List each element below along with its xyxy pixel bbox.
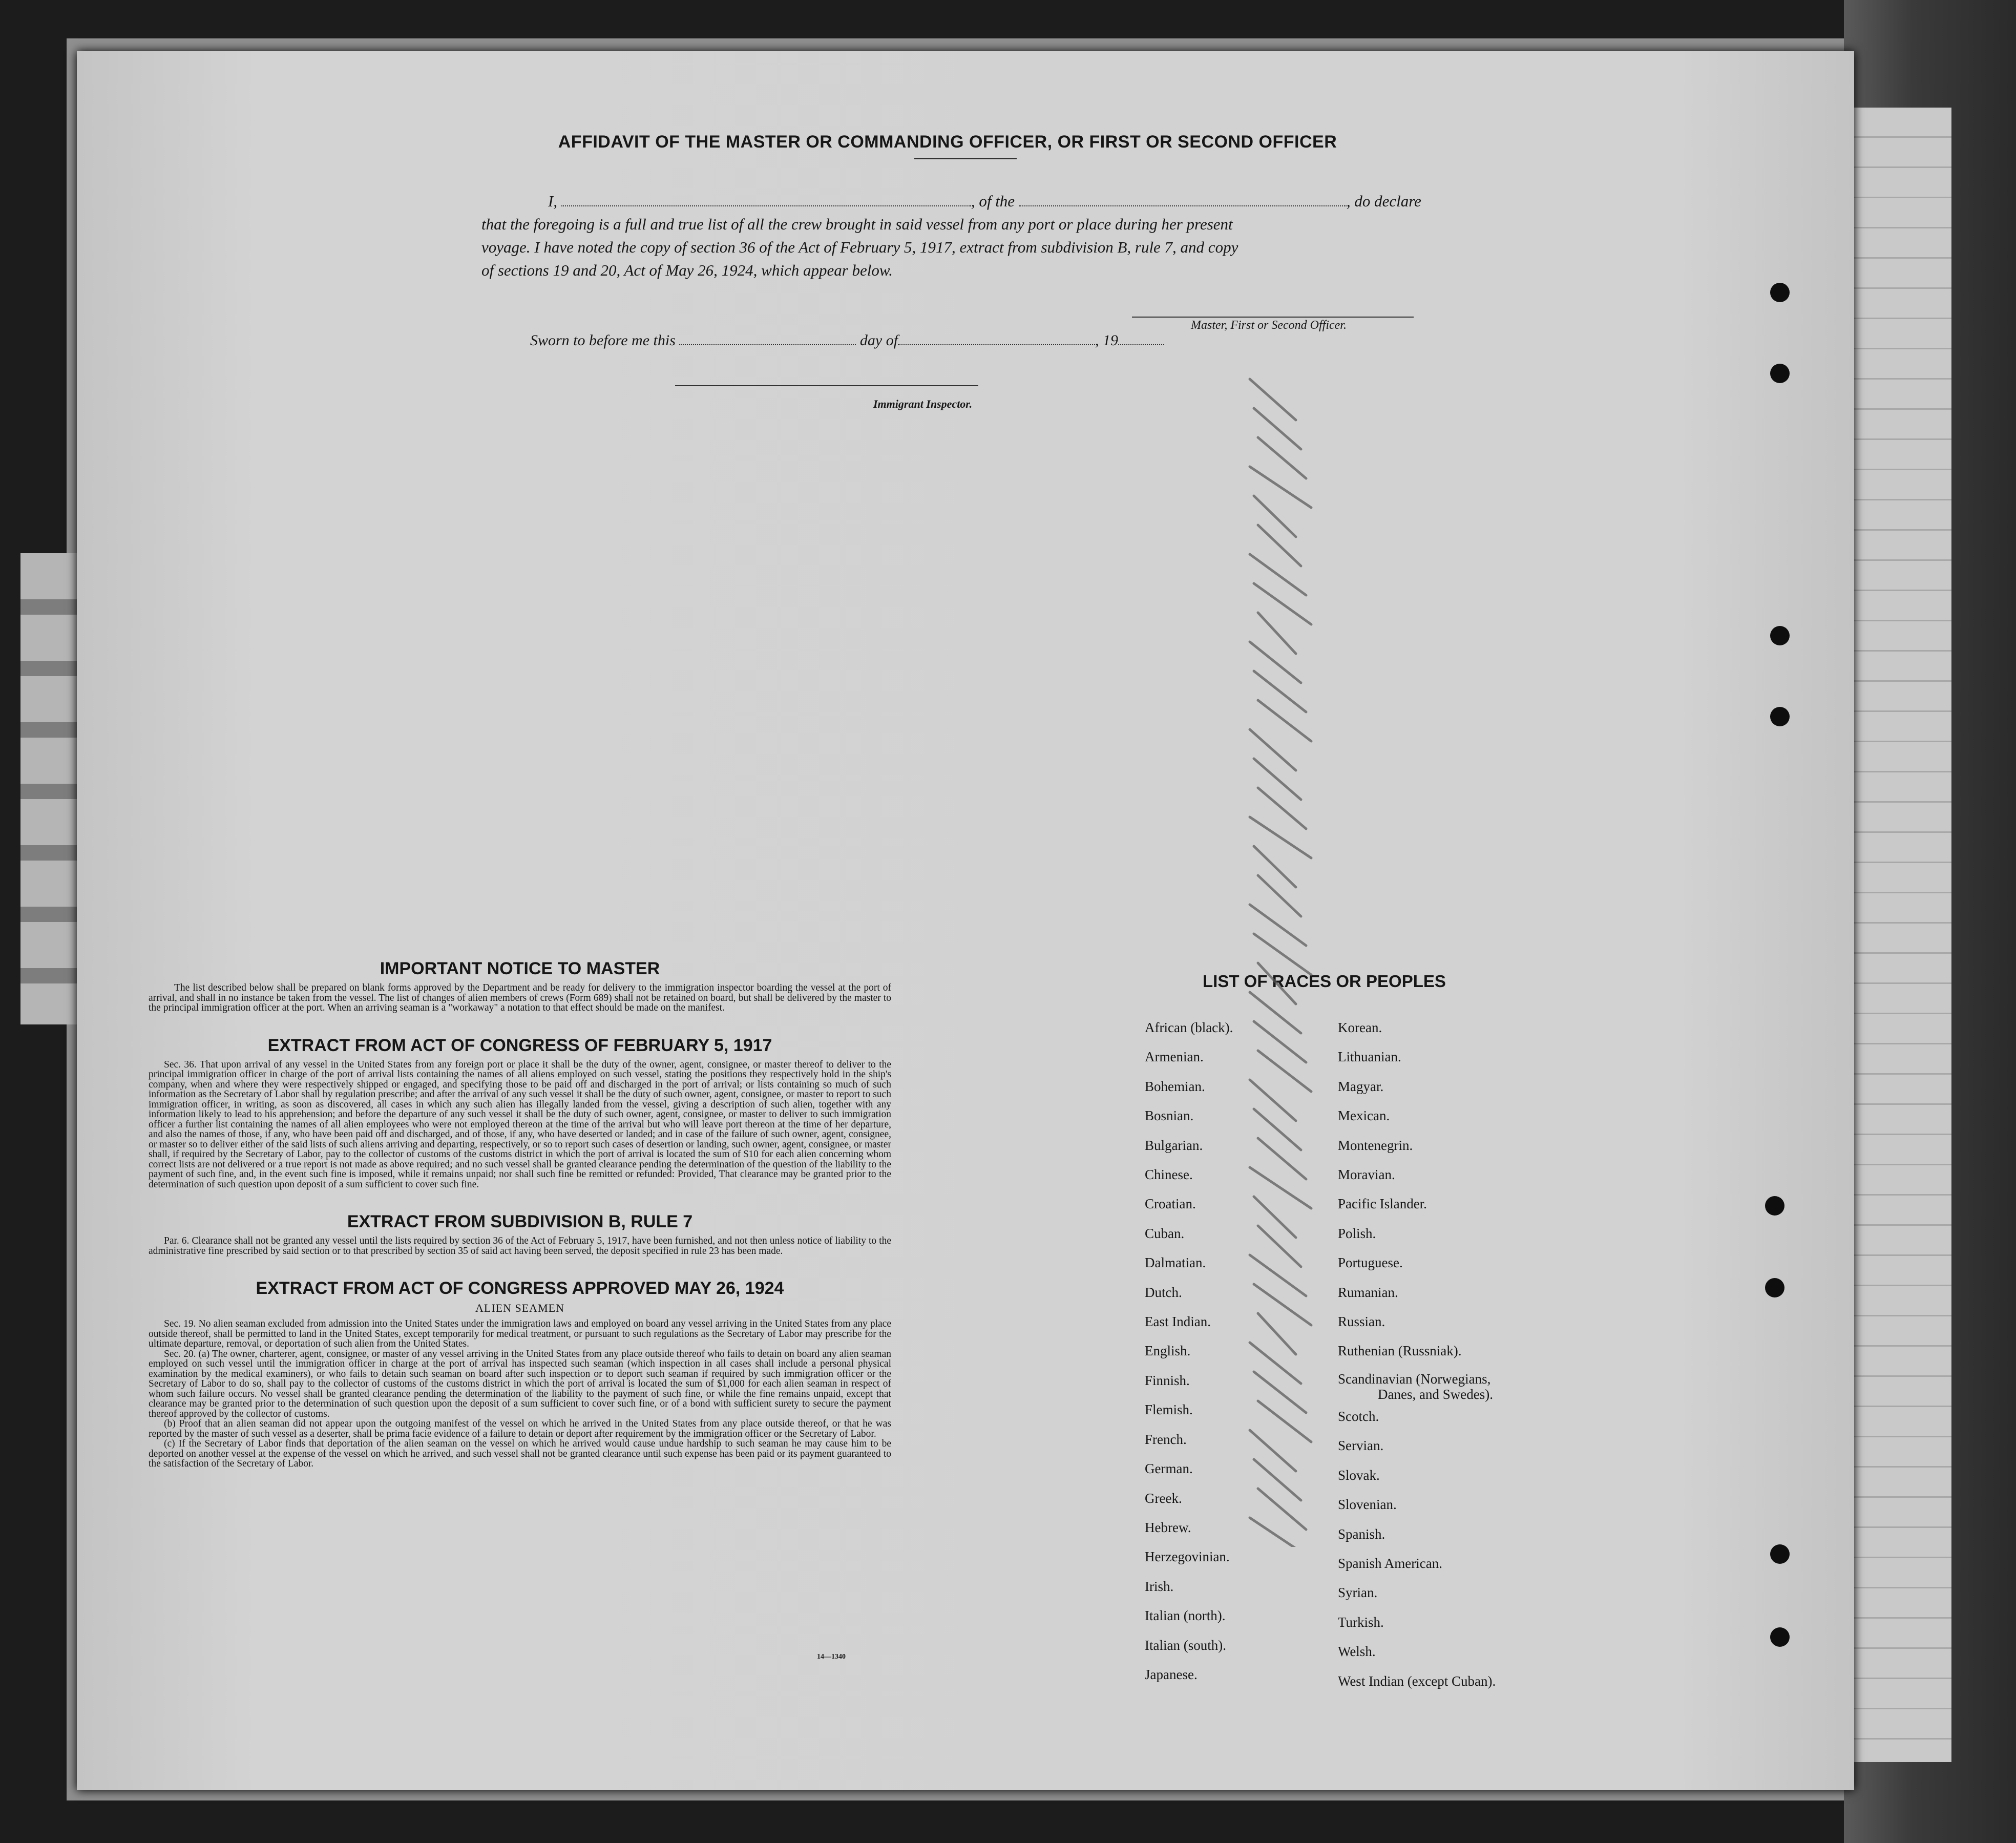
name-field[interactable] bbox=[561, 194, 971, 206]
race-item: Korean. bbox=[1338, 1020, 1382, 1035]
form-number: 14—1340 bbox=[817, 1653, 846, 1661]
punch-hole bbox=[1770, 626, 1790, 645]
race-item: Irish. bbox=[1145, 1578, 1174, 1594]
master-label: Master, First or Second Officer. bbox=[1191, 319, 1347, 332]
race-item: Polish. bbox=[1338, 1225, 1376, 1241]
tally-stroke bbox=[1258, 875, 1301, 916]
race-item: Japanese. bbox=[1145, 1666, 1198, 1682]
tally-stroke bbox=[1250, 1080, 1296, 1121]
tally-stroke bbox=[1250, 1430, 1296, 1471]
race-item: Bulgarian. bbox=[1145, 1137, 1203, 1153]
race-item: Rumanian. bbox=[1338, 1284, 1398, 1300]
tally-stroke bbox=[1258, 700, 1311, 741]
notice-title: IMPORTANT NOTICE TO MASTER bbox=[380, 959, 660, 978]
race-item: Cuban. bbox=[1145, 1225, 1185, 1241]
race-item: Scotch. bbox=[1338, 1408, 1379, 1424]
tally-stroke bbox=[1250, 554, 1306, 595]
race-item: Spanish. bbox=[1338, 1526, 1385, 1542]
race-item: Hebrew. bbox=[1145, 1519, 1191, 1535]
tally-stroke bbox=[1258, 1051, 1311, 1092]
affidavit-i: I, bbox=[548, 192, 558, 210]
tally-stroke bbox=[1250, 905, 1306, 946]
inspector-label: Immigrant Inspector. bbox=[873, 397, 973, 410]
sec20a-text: Sec. 20. (a) The owner, charterer, agent, consignee, or master of any vessel arriving in the United States from any place outside thereof who fails to detain on board any alien seaman employed on such vessel until the immigration officer in charge at the port of arrival has inspected such seaman (which inspection in all cases shall include a personal physical examination by the medical examiners), or who fails to detain such seaman on board after such inspection or to deport such seaman if required by such immigration officer or the Secretary of Labor to do so, shall pay to the collector of customs of the customs district in which the port of arrival is located the sum of $1,000 for each alien seaman in respect of whom such failure occurs. No vessel shall be granted clearance pending the determination of the liability to the payment of such fine, or while the fine remains unpaid, except that clearance may be granted prior to the determination of such question upon the deposit of a sum sufficient to cover such fine, or of a bond with sufficient surety to secure the payment thereof approved by the collector of customs. bbox=[149, 1348, 891, 1419]
race-item: East Indian. bbox=[1145, 1314, 1211, 1330]
race-item: Herzegovinian. bbox=[1145, 1549, 1230, 1565]
affidavit-line: that the foregoing is a full and true list of all the crew brought in said vessel from any port or place during her present bbox=[481, 215, 1233, 233]
race-item: Italian (north). bbox=[1145, 1608, 1226, 1624]
race-item: Spanish American. bbox=[1338, 1555, 1442, 1571]
sworn-day-field[interactable] bbox=[679, 333, 856, 345]
next-page-edge bbox=[1839, 108, 1951, 1762]
tally-stroke bbox=[1254, 1459, 1301, 1500]
race-item: Turkish. bbox=[1338, 1614, 1384, 1630]
tally-stroke bbox=[1258, 525, 1301, 566]
race-item: Portuguese. bbox=[1338, 1255, 1403, 1271]
document-page bbox=[77, 51, 1854, 1790]
tally-stroke bbox=[1258, 1401, 1311, 1442]
tally-stroke bbox=[1254, 671, 1306, 712]
tally-stroke bbox=[1258, 788, 1306, 829]
tally-stroke bbox=[1250, 642, 1301, 683]
sec19-text: Sec. 19. No alien seaman excluded from admission into the United States under the immigration laws and employed on board any vessel arriving in the United States from any place outside thereof, shall be permitted to land in the United States, except temporarily for medical treatment, or pursuant to such regulations as the Secretary of Labor may prescribe for the ultimate departure, removal, or deportation of such alien from the United States. bbox=[149, 1318, 891, 1349]
affidavit-declare: , do declare bbox=[1346, 192, 1421, 210]
affidavit-line: of sections 19 and 20, Act of May 26, 1924, which appear below. bbox=[481, 261, 893, 279]
races-column-2 bbox=[1338, 1013, 1496, 1696]
extract-1917-text: Sec. 36. That upon arrival of any vessel in the United States from any foreign port or place it shall be the duty of the owner, agent, consignee, or master thereof to deliver to the principal immigration officer in charge of the port of arrival lists containing the names of all aliens employed on such vessel, stating the positions they respectively hold in the ship's company, when and where they were respectively shipped or engaged, and specifying those to be paid off and discharged in the port of arrival; or lists containing so much of such information as the Secretary of Labor shall by regulation prescribe; and after the arrival of any such vessel it shall be the duty of such owner, agent, consignee, or master to report to such immigration officer, in writing, as soon as discovered, all cases in which any such alien has illegally landed from the vessel, giving a description of such alien, together with any information likely to lead to his apprehension; and before the departure of any such vessel it shall be the duty of such owner, agent, consignee, or master to deliver to such immigration officer a further list containing the names of all alien employees who were not employed thereon at the time of the arrival but who will leave port thereon at the time of her departure, and also the names of those, if any, who have been paid off and discharged, and of those, if any, who have deserted or landed; and in case of the failure of such owner, agent, consignee, or master so to deliver either of the said lists of such aliens arriving and departing, respectively, or so to report such cases of desertion or landing, such owner, agent, consignee, or master shall, if required by the Secretary of Labor, pay to the collector of customs of the customs district in which the port of arrival is located the sum of $10 for each alien concerning whom correct lists are not delivered or a true report is not made as above required; and no such vessel shall be granted clearance pending the determination of the question of the liability to the payment of such fine, and, in the event such fine is imposed, while it remains unpaid; nor shall such fine be remitted or refunded: Provided, That clearance may be granted prior to the determination of such question upon deposit of a sum sufficient to cover such fine. bbox=[149, 1059, 891, 1190]
punch-hole bbox=[1770, 364, 1790, 383]
race-item: Armenian. bbox=[1145, 1049, 1204, 1065]
race-item: West Indian (except Cuban). bbox=[1338, 1673, 1496, 1689]
race-item: Russian. bbox=[1338, 1314, 1385, 1330]
tally-stroke bbox=[1250, 1343, 1301, 1384]
race-item: Dutch. bbox=[1145, 1284, 1182, 1300]
race-item: German. bbox=[1145, 1461, 1193, 1477]
race-item: Pacific Islander. bbox=[1338, 1196, 1427, 1212]
notice-text: The list described below shall be prepared on blank forms approved by the Department and be ready for delivery to the immigration inspector boarding the vessel at the port of arrival, and shall in no instance be taken from the vessel. The list of changes of alien members of crews (Form 689) shall not be retained on board, but shall be delivered by the master to the principal immigration officer at the port. When an arriving seaman is a "workaway" a notation to that effect should be made on the manifest. bbox=[149, 982, 891, 1013]
race-item: Finnish. bbox=[1145, 1372, 1190, 1388]
sworn-year-field[interactable] bbox=[1118, 333, 1164, 345]
extract-1924-title: EXTRACT FROM ACT OF CONGRESS APPROVED MAY 26, 1924 bbox=[256, 1279, 784, 1298]
race-item: Welsh. bbox=[1338, 1644, 1376, 1660]
race-item: Moravian. bbox=[1338, 1167, 1395, 1183]
tally-stroke bbox=[1254, 1197, 1296, 1238]
race-item: French. bbox=[1145, 1431, 1187, 1447]
day-of-label: day of bbox=[859, 332, 898, 349]
tally-stroke bbox=[1254, 1109, 1301, 1150]
title-underline bbox=[914, 158, 1017, 159]
sworn-line bbox=[530, 332, 1164, 349]
race-item: Ruthenian (Russniak). bbox=[1338, 1343, 1462, 1359]
punch-hole bbox=[1770, 707, 1790, 726]
race-item: Dalmatian. bbox=[1145, 1255, 1206, 1271]
sworn-month-field[interactable] bbox=[898, 333, 1095, 345]
sec20c-text: (c) If the Secretary of Labor finds that deportation of the alien seaman on the vessel on which he arrived would cause undue hardship to such seaman he may cause him to be deported on another vessel at the expense of the vessel on which he arrived, and such vessel shall not be granted clearance until such expense has been paid or its payment guaranteed to the satisfaction of the Secretary of Labor. bbox=[149, 1438, 891, 1469]
extract-rule7-title: EXTRACT FROM SUBDIVISION B, RULE 7 bbox=[347, 1212, 693, 1231]
tally-marks bbox=[1219, 369, 1352, 1547]
tally-stroke bbox=[1258, 1313, 1296, 1354]
affidavit-declaration bbox=[481, 190, 1444, 282]
tally-stroke bbox=[1250, 729, 1296, 770]
race-item: Lithuanian. bbox=[1338, 1049, 1401, 1065]
race-item: Greek. bbox=[1145, 1490, 1182, 1506]
tally-stroke bbox=[1250, 1518, 1311, 1547]
affidavit-title: AFFIDAVIT OF THE MASTER OR COMMANDING OFFICER, OR FIRST OR SECOND OFFICER bbox=[558, 132, 1337, 152]
punch-hole bbox=[1765, 1196, 1784, 1216]
race-item: Danes, and Swedes). bbox=[1378, 1386, 1493, 1402]
punch-hole bbox=[1770, 1544, 1790, 1564]
tally-stroke bbox=[1258, 613, 1296, 654]
tally-stroke bbox=[1258, 1138, 1306, 1179]
tally-stroke bbox=[1258, 963, 1296, 1004]
race-item: African (black). bbox=[1145, 1020, 1233, 1035]
race-item: Mexican. bbox=[1338, 1108, 1390, 1124]
races-title: LIST OF RACES OR PEOPLES bbox=[1203, 972, 1446, 991]
tally-stroke bbox=[1254, 759, 1301, 800]
tally-stroke bbox=[1254, 496, 1296, 537]
tally-stroke bbox=[1250, 1255, 1306, 1296]
tally-stroke bbox=[1250, 992, 1301, 1033]
race-item: Croatian. bbox=[1145, 1196, 1196, 1212]
extract-1917-title: EXTRACT FROM ACT OF CONGRESS OF FEBRUARY 5, 1917 bbox=[267, 1035, 772, 1055]
vessel-field[interactable] bbox=[1019, 194, 1347, 206]
notice-section bbox=[149, 959, 891, 1469]
tally-stroke bbox=[1258, 1489, 1306, 1530]
race-item: Montenegrin. bbox=[1338, 1137, 1413, 1153]
race-item: Flemish. bbox=[1145, 1402, 1193, 1418]
inspector-signature-line[interactable] bbox=[675, 385, 978, 386]
punch-hole bbox=[1765, 1278, 1784, 1297]
race-item: Slovak. bbox=[1338, 1467, 1380, 1483]
race-item: Magyar. bbox=[1338, 1078, 1384, 1094]
race-item: Bosnian. bbox=[1145, 1108, 1194, 1124]
tally-stroke bbox=[1254, 1021, 1306, 1062]
page-tabs bbox=[20, 553, 77, 1024]
tally-stroke bbox=[1258, 1226, 1301, 1267]
race-item: Servian. bbox=[1338, 1438, 1384, 1454]
race-item: English. bbox=[1145, 1343, 1191, 1359]
sec20b-text: (b) Proof that an alien seaman did not appear upon the outgoing manifest of the vessel on which he arrived in the United States from any place outside thereof, or that he was reported by the master of such vessel as a deserter, shall be prima facie evidence of a failure to detain or deport after requirement by the immigration officer or the Secretary of Labor. bbox=[149, 1418, 891, 1439]
tally-stroke bbox=[1250, 379, 1296, 420]
affidavit-line: voyage. I have noted the copy of section 36 of the Act of February 5, 1917, extract from subdivision B, rule 7, and copy bbox=[481, 238, 1238, 256]
tally-stroke bbox=[1254, 846, 1296, 887]
race-item: Chinese. bbox=[1145, 1167, 1193, 1183]
punch-hole bbox=[1770, 283, 1790, 302]
sworn-label: Sworn to before me this bbox=[530, 332, 676, 349]
alien-seamen-subtitle: ALIEN SEAMEN bbox=[475, 1302, 564, 1314]
tally-stroke bbox=[1254, 1372, 1306, 1413]
year-label: , 19 bbox=[1095, 332, 1119, 349]
tally-stroke bbox=[1254, 408, 1301, 449]
race-item: Syrian. bbox=[1338, 1585, 1378, 1601]
race-item: Scandinavian (Norwegians, bbox=[1338, 1371, 1491, 1387]
race-item: Italian (south). bbox=[1145, 1637, 1226, 1653]
extract-rule7-text: Par. 6. Clearance shall not be granted any vessel until the lists required by section 36 of the Act of February 5, 1917, have been furnished, and not then unless notice of liability to the administrative fine prescribed by said section or to that prescribed by section 35 of said act having been served, the deposit specified in rule 23 has been made. bbox=[149, 1235, 891, 1256]
race-item: Bohemian. bbox=[1145, 1078, 1205, 1094]
race-item: Slovenian. bbox=[1338, 1497, 1397, 1513]
punch-hole bbox=[1770, 1627, 1790, 1647]
affidavit-of-the: , of the bbox=[971, 192, 1015, 210]
master-signature-line[interactable] bbox=[1132, 317, 1414, 318]
tally-stroke bbox=[1258, 437, 1306, 478]
